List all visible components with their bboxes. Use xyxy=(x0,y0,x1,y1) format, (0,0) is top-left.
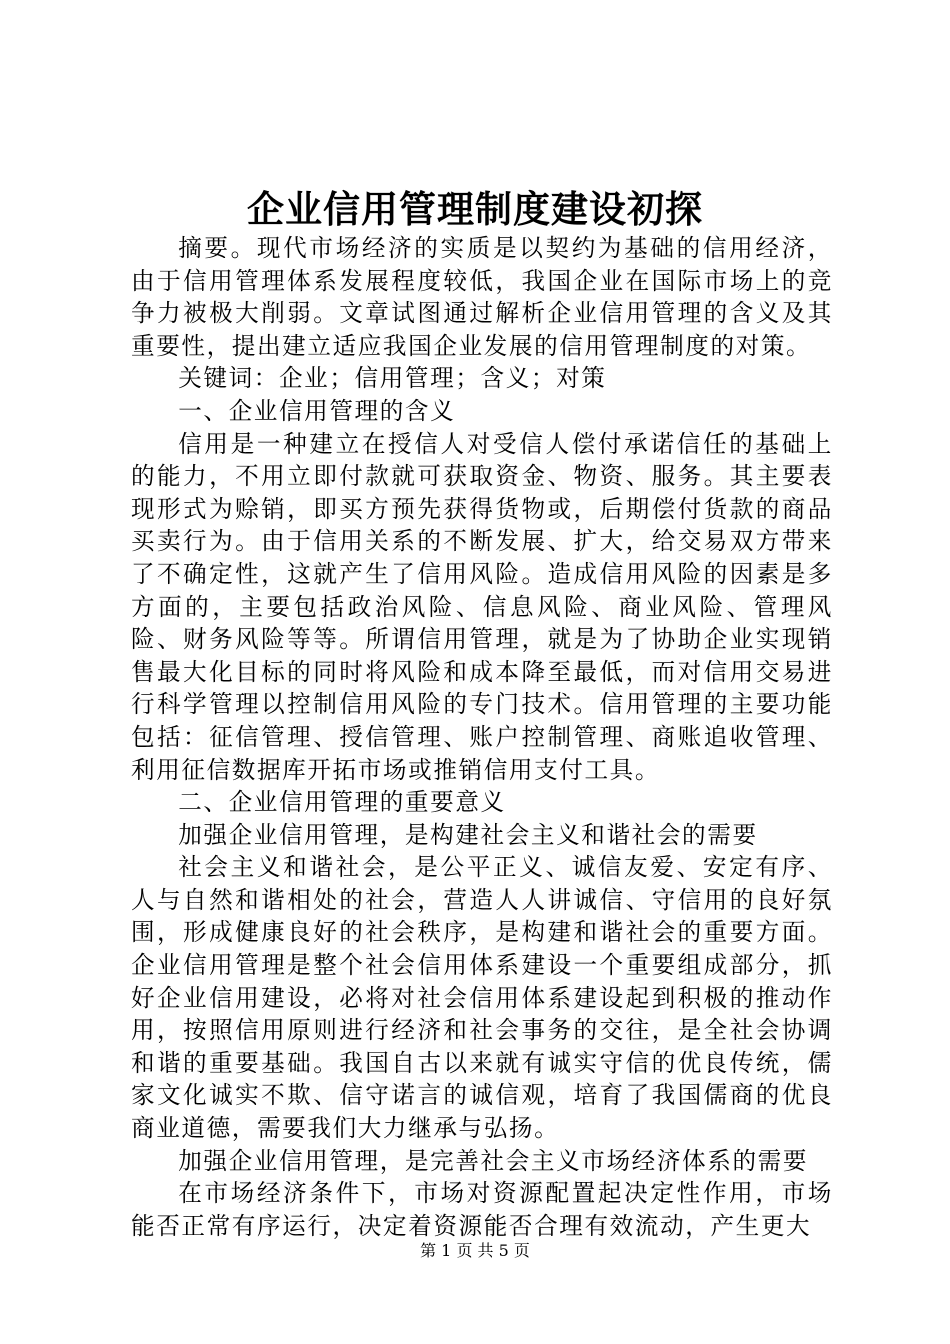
section-heading-2: 二、企业信用管理的重要意义 xyxy=(178,788,506,817)
harmonious-society-body: 社会主义和谐社会，是公平正义、诚信友爱、安定有序、人与自然和谐相处的社会，营造人人讲诚信、守信用的良好氛围，形成健康良好的社会秩序，是构建和谐社会的重要方面。企业信用管理是整个社会信用体系建设一个重要组成部分，抓好企业信用建设，必将对社会信用体系建设起到积极的推动作用，按照信用原则进行经济和社会事务的交往，是全社会协调和谐的重要基础。我国自古以来就有诚实守信的优良传统，儒家文化诚实不欺、信守诺言的诚信观，培育了我国儒商的优良商业道德，需要我们大力继承与弘扬。 xyxy=(131,853,833,1143)
document-body xyxy=(131,232,833,1242)
market-economy-body: 在市场经济条件下，市场对资源配置起决定性作用，市场能否正常有序运行，决定着资源能否合理有效流动，产生更大 xyxy=(131,1179,833,1240)
abstract-paragraph: 摘要。现代市场经济的实质是以契约为基础的信用经济，由于信用管理体系发展程度较低，我国企业在国际市场上的竞争力被极大削弱。文章试图通过解析企业信用管理的含义及其重要性，提出建立适应我国企业发展的信用管理制度的对策。 xyxy=(131,234,833,360)
document-title: 企业信用管理制度建设初探 xyxy=(247,187,703,231)
keywords-paragraph: 关键词：企业；信用管理；含义；对策 xyxy=(178,364,607,393)
section-heading-1: 一、企业信用管理的含义 xyxy=(178,396,456,425)
section-1-body: 信用是一种建立在授信人对受信人偿付承诺信任的基础上的能力，不用立即付款就可获取资金、物资、服务。其主要表现形式为赊销，即买方预先获得货物或，后期偿付货款的商品买卖行为。由于信用关系的不断发展、扩大，给交易双方带来了不确定性，这就产生了信用风险。造成信用风险的因素是多方面的，主要包括政治风险、信息风险、商业风险、管理风险、财务风险等等。所谓信用管理，就是为了协助企业实现销售最大化目标的同时将风险和成本降至最低，而对信用交易进行科学管理以控制信用风险的专门技术。信用管理的主要功能包括：征信管理、授信管理、账户控制管理、商账追收管理、利用征信数据库开拓市场或推销信用支付工具。 xyxy=(131,429,833,784)
subheading-market-economy: 加强企业信用管理，是完善社会主义市场经济体系的需要 xyxy=(178,1146,809,1175)
subheading-harmonious-society: 加强企业信用管理，是构建社会主义和谐社会的需要 xyxy=(178,820,758,849)
page-number-footer: 第 1 页 共 5 页 xyxy=(420,1241,530,1260)
